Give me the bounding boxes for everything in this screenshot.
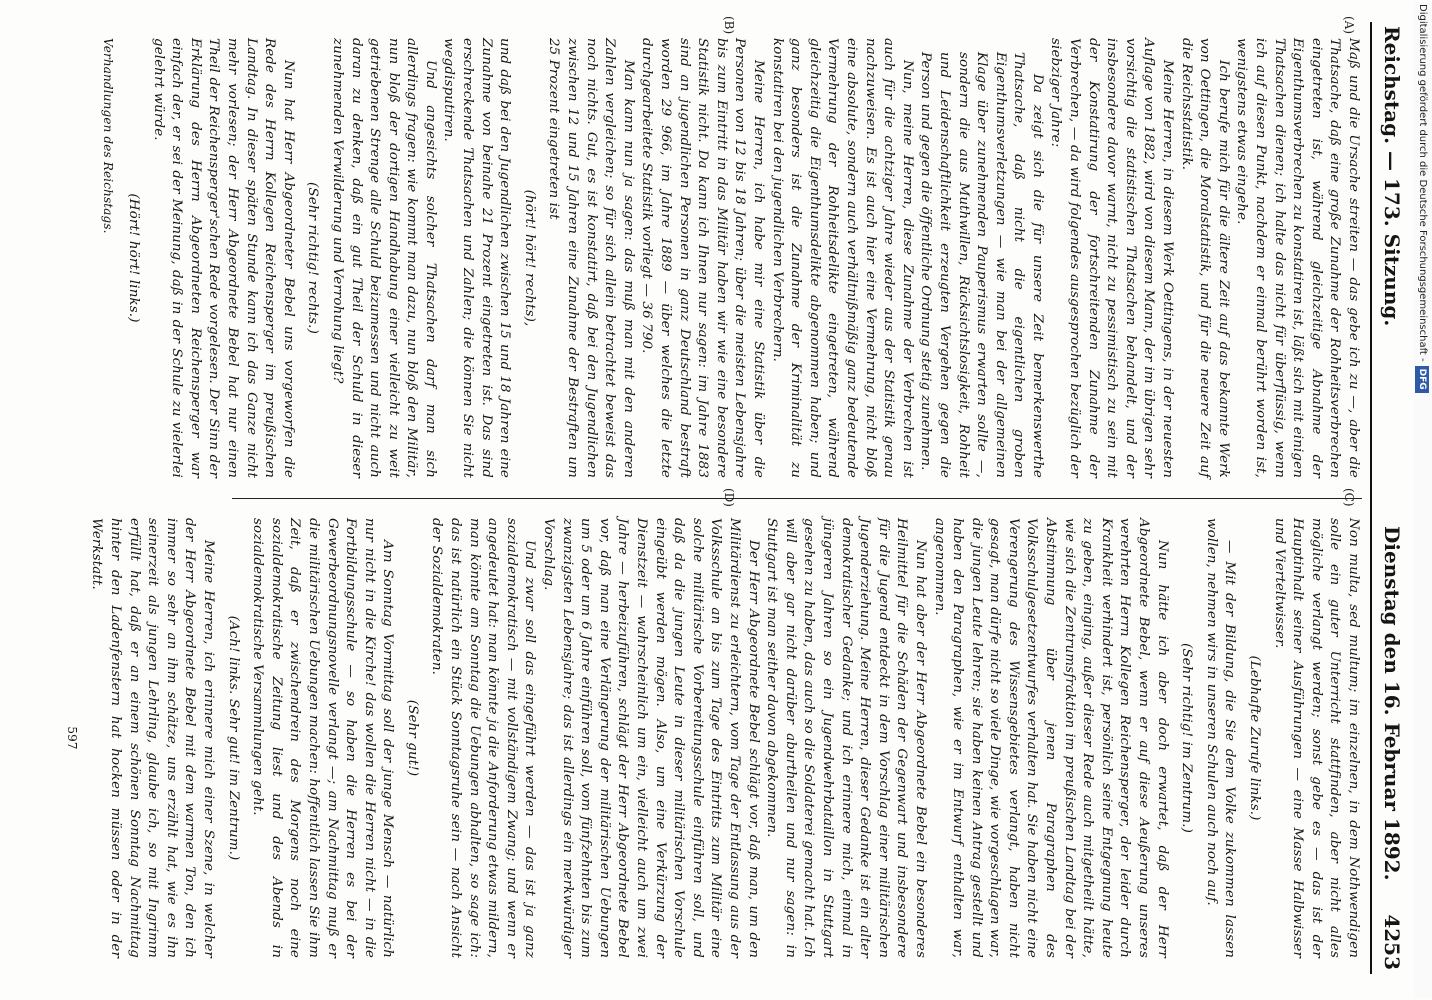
paragraph: und daß bei den Jugendlichen zwischen 15 und 18 Jahren eine Zunahme von beinahe 21 Prozent eingetreten ist. Das sind erschreckende Thatsachen und Zahlen; die können Sie nicht wegdisputiren. [441, 38, 513, 478]
right-column [56, 518, 1362, 958]
interjection: (hört! hört! rechts), [521, 189, 537, 327]
header-session: Reichstag. — 173. Sitzung. [1380, 26, 1404, 327]
header-date: Dienstag den 16. Februar 1892. [1380, 526, 1404, 881]
document-page [16, 8, 1416, 988]
paragraph: Ich berufe mich für die ältere Zeit auf das bekannte Werk von Oettingen, die Moralstatistik, und für die neuere Zeit auf die Reichsstatistik. [1178, 38, 1231, 478]
paragraph: Meine Herren, ich habe mir eine Statistik über die Personen von 12 bis 18 Jahren; über die meisten Lebensjahre bis zum Eintritt in das Militär haben wir wie eine besondere Statistik nicht. Da kann ich Ihnen nur sagen: im Jahre 1883 sind an jugendlichen Personen in ganz Deutschland bestraft worden 29 966, im Jahre 1889 — über welches die letzte durchgearbeitete Statistik vorliegt — 36 790. [639, 38, 766, 478]
interjection: (Sehr richtig! im Zentrum.) [1179, 642, 1195, 833]
paragraph: Und zwar soll das eingeführt werden — das ist ja ganz sozialdemokratisch — mit vollständigem Zwang; und wenn er angedeutet hat: man könnte ja die Anforderung etwas mildern, man könnte am Sonntag die Uebungen abhalten, so sage ich: das ist natürlich ein Stück Sonntagsruhe sein — nach Ansicht der Sozialdemokraten. [429, 518, 538, 958]
interjection: (Sehr richtig! rechts.) [305, 182, 321, 334]
margin-marker-d: (D) [722, 488, 736, 507]
funding-banner [1414, 2, 1432, 998]
paragraph: Meine Herren, ich erinnere mich einer Szene, in welcher der Herr Abgeordnete Bebel mit dem warmen Ton, den ich immer so sehr an ihm schätze, uns erzählt hat, wie es ihn seinerzeit als jungen Lehrling, glaube ich, so mit Ingrimm erfüllt hat, daß er an einem schönen Sonntag Nachmittag hinter den Ladenfenstern hat hocken müssen oder in der Werkstatt. [89, 518, 216, 958]
left-column [99, 38, 1362, 478]
paragraph: Maß und die Ursache streiten — das gebe ich zu —, aber die Thatsache, daß eine große Zunahme der Rohheitsverbrechen eingetreten ist, während gleichzeitige Abnahme der Eigenthumsverbrechen zu konstatiren ist, läßt sich mit einigen Thatsachen dienen; ich halte das nicht für überflüssig, wenn ich auf diesen Punkt, nachdem er einmal berührt worden ist, wenigstens etwas eingehe. [1234, 38, 1361, 478]
interjection: (Sehr gut!) [404, 699, 420, 777]
margin-marker-a: (A) [1342, 16, 1356, 35]
banner-text: Digitalisierung gefördert durch die Deutsche Forschungsgemeinschaft - [1417, 4, 1428, 362]
paragraph: Meine Herren, in diesem Werk Oettingens, in der neuesten Auflage von 1882, wird von diesem Mann, der im übrigen sehr vorsichtig die statistischen Thatsachen behandelt, und der insbesondere davor warnt, nicht zu pessimistisch zu sein mit der Konstatirung der fortschreitenden Zunahme der Verbrechen, — da wird folgendes ausgesprochen bezüglich der siebziger Jahre: [1048, 38, 1176, 478]
footer-publication: Verhandlungen des Reichstags. [101, 38, 116, 234]
paragraph: Nun hätte ich aber doch erwartet, daß der Herr Abgeordnete Bebel, wenn er auf diese Aeußerung unseres verehrten Herrn Kollegen Reichensperger, der leider durch Krankheit verhindert ist, persönlich seine Entgegnung heute zu geben, einging, außer dieser Rede auch mitgetheilt hätte, wie sich die Zentrumsfraktion im preußischen Landtag bei der Abstimmung über jenen Paragraphen des Volksschulgesetzentwurfes verhalten hat. Sie haben nicht eine Verengerung des Wissensgebietes verlangt, haben nicht gesagt, man dürfe nicht so viele Dinge, wie vorgeschlagen war, die jungen Leute lehren; sie haben keinen Antrag gestellt und haben den Paragraphen, wie er im Entwurf enthalten war, angenommen. [931, 518, 1170, 958]
quotation: Da zeigt sich die für unsere Zeit bemerkenswerthe Thatsache, daß nicht die eigentlichen groben Eigenthumsverletzungen — wie man bei der allgemeinen Klage über zunehmenden Pauperismus erwarten sollte —, sondern die aus Muthwillen, Rücksichtslosigkeit, Rohheit und Leidenschaftlichkeit erzeugten Vergehen gegen die Person und gegen die öffentliche Ordnung stetig zunehmen. [918, 52, 1045, 478]
interjection: (Hört! hört! links.) [126, 193, 141, 323]
header-page-number: 4253 [1380, 914, 1404, 970]
column-divider [232, 498, 1362, 499]
paragraph: Nun hat aber der Herr Abgeordnete Bebel ein besonderes Heilmittel für die Schäden der Gegenwart und insbesondere für die Jugend entdeckt in dem Vorschlag einer militärischen Jugenderziehung. Meine Herren, dieser Gedanke ist ein alter demokratischer Gedanke; und ich erinnere mich, einmal in jüngeren Jahren so ein Jugendwehrbataillon in Stuttgart gesehen zu haben, das auch so die Soldaterei gemacht hat. Ich will aber gar nicht darüber aburtheilen und nur sagen: in Stuttgart ist man seither davon abgekommen. [764, 518, 928, 958]
margin-marker-b: (B) [722, 16, 736, 35]
paragraph: Am Sonntag Vormittag soll der junge Mensch — natürlich nur nicht in die Kirche! das wollen die Herren nicht — in die Fortbildungsschule — so haben die Herren es bei der Gewerbeordnungsnovelle verlangt —; am Nachmittag muß er die militärischen Uebungen machen: hoffentlich lassen Sie ihm Zeit, daß er zwischendrein des Morgens noch eine sozialdemokratische Zeitung liest und des Abends in sozialdemokratische Versammlungen geht. [250, 518, 396, 958]
paragraph: Nun, meine Herren, diese Zunahme der Verbrechen ist auch für die achtziger Jahre wieder aus der Statistik genau nachzuweisen. Es ist auch hier eine Vermehrung, nicht bloß eine absolute, sondern auch verhältnißmäßig ganz bedeutende Vermehrung der Rohheitsdelikte eingetreten, während gleichzeitig die Eigenthumsdelikte abgenommen haben; und ganz besonders ist die Zunahme der Kriminalität zu konstatiren bei den jugendlichen Verbrechern. [769, 38, 915, 478]
sheet-number: 597 [64, 726, 79, 750]
header-rule [1370, 22, 1372, 974]
paragraph: Der Herr Abgeordnete Bebel schlägt vor, daß man, um den Militärdienst zu erleichtern, vom Tage der Entlassung aus der Volksschule an bis zum Tage des Eintritts zum Militär eine solche militärische Vorbereitungsschule einführen soll, und daß da die jungen Leute in dieser militärischen Vorschule eingeübt werden mögen. Also, um eine Verkürzung der Dienstzeit — wahrscheinlich um ein, vielleicht auch um zwei Jahre — herbeizuführen, schlägt der Herr Abgeordnete Bebel vor, daß man eine Verlängerung der militärischen Uebungen um 5 oder um 6 Jahre einführen soll, vom fünfzehnten bis zum zwanzigsten Lebensjahre; das ist allerdings ein merkwürdiger Vorschlag. [541, 518, 761, 958]
paragraph: — Mit der Bildung, die Sie dem Volke zukommen lassen wollen, nehmen wirs in unseren Schulen auch noch auf. [1203, 518, 1238, 958]
interjection: (Ach! links. Sehr gut! im Zentrum.) [225, 615, 241, 861]
paragraph: Non multa, sed multum; im einzelnen, in dem Nothwendigen solle ein guter Unterricht stattfinden, aber nicht alles mögliche verlangt werden; sonst gebe es — das ist der Hauptinhalt seiner Ausführungen — eine Masse Halbwisser und Vierteltwisser. [1271, 518, 1361, 958]
page-header [1370, 26, 1410, 970]
paragraph: Man kann nun ja sagen: das muß man mit den anderen Zahlen vergleichen; so für sich allein betrachtet beweist das noch nichts. Gut, es ist konstatirt, daß bei den Jugendlichen zwischen 12 und 15 Jahren eine Zunahme der Bestraften um 25 Prozent eingetreten ist [546, 38, 636, 478]
paragraph: Nun hat Herr Abgeordneter Bebel uns vorgeworfen die Rede des Herrn Kollegen Reichensperger im preußischen Landtag. In dieser späten Stunde kann ich das Ganze nicht mehr vorlesen; der Herr Abgeordnete Bebel hat nur einen Theil der Reichensperger'schen Rede vorgelesen. Der Sinn der Erklärung des Herrn Abgeordneten Reichensperger war einfach der, er sei der Meinung, daß in der Schule zu vielerlei gelehrt würde. [150, 38, 296, 478]
funding-banner-text [1415, 4, 1429, 994]
interjection: (Lebhafte Zurufe links.) [1247, 655, 1263, 821]
dfg-logo: DFG [1415, 366, 1429, 393]
margin-marker-c: (C) [1342, 488, 1356, 507]
paragraph: Und angesichts solcher Thatsachen darf man sich allerdings fragen: wie kommt man dazu, nun bloß den Militär, nun bloß der dortigen Handhabung einer vielleicht zu weit getriebenen Strenge alle Schuld beizumessen und nicht auch daran zu denken, daß ein gut Theil der Schuld in dieser zunehmenden Verwilderung und Verrohung liegt? [329, 38, 438, 478]
